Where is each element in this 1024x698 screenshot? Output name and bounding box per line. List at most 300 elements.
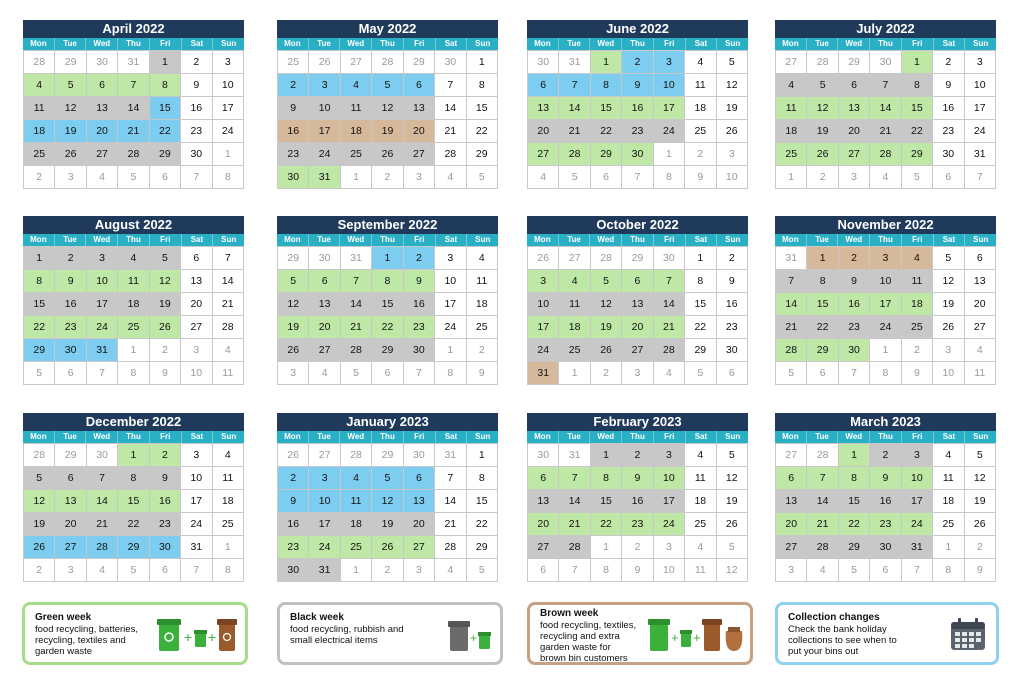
day-cell: 10 xyxy=(309,97,340,120)
day-cell: 7 xyxy=(213,247,244,270)
day-cell: 6 xyxy=(807,362,838,385)
day-cell: 4 xyxy=(902,247,933,270)
day-cell: 3 xyxy=(776,559,807,582)
day-cell: 3 xyxy=(404,166,435,189)
day-cell: 6 xyxy=(309,270,340,293)
day-cell: 6 xyxy=(55,362,86,385)
week-row xyxy=(776,97,996,120)
weekday-label: Tue xyxy=(309,431,341,443)
day-cell: 1 xyxy=(24,247,55,270)
week-row xyxy=(776,362,996,385)
day-cell: 14 xyxy=(435,97,466,120)
day-cell: 1 xyxy=(341,559,372,582)
week-rows xyxy=(277,246,498,385)
day-cell: 1 xyxy=(435,339,466,362)
day-cell: 11 xyxy=(965,362,996,385)
day-cell: 31 xyxy=(435,444,466,467)
day-cell: 6 xyxy=(404,467,435,490)
day-cell: 28 xyxy=(654,339,685,362)
day-cell: 27 xyxy=(309,444,340,467)
weekday-header xyxy=(775,431,996,443)
day-cell: 4 xyxy=(24,74,55,97)
legend-icons xyxy=(157,617,237,658)
day-cell: 11 xyxy=(902,270,933,293)
day-cell: 24 xyxy=(654,513,685,536)
day-cell: 17 xyxy=(528,316,559,339)
weekday-label: Sun xyxy=(973,39,989,48)
day-cell: 7 xyxy=(622,166,653,189)
day-cell: 23 xyxy=(278,536,309,559)
week-row xyxy=(24,293,244,316)
day-cell: 28 xyxy=(372,51,403,74)
weekday-label: Sat xyxy=(686,431,718,443)
day-cell: 6 xyxy=(372,362,403,385)
day-cell: 22 xyxy=(685,316,716,339)
day-cell: 7 xyxy=(839,362,870,385)
weekday-label: Fri xyxy=(902,431,934,443)
day-cell: 1 xyxy=(685,247,716,270)
day-cell: 5 xyxy=(717,444,748,467)
day-cell: 28 xyxy=(24,444,55,467)
day-cell: 16 xyxy=(870,490,901,513)
weekday-label: Wed xyxy=(838,234,870,246)
day-cell: 17 xyxy=(213,97,244,120)
day-cell: 7 xyxy=(559,559,590,582)
day-cell: 7 xyxy=(654,270,685,293)
weekday-label: Tue xyxy=(807,38,839,50)
month-calendar xyxy=(775,216,996,385)
week-row xyxy=(278,559,498,582)
day-cell: 20 xyxy=(622,316,653,339)
day-cell: 14 xyxy=(807,490,838,513)
weekday-label: Mon xyxy=(527,431,559,443)
day-cell: 6 xyxy=(591,166,622,189)
day-cell: 10 xyxy=(654,467,685,490)
day-cell: 18 xyxy=(213,490,244,513)
day-cell: 14 xyxy=(870,97,901,120)
weekday-label: Fri xyxy=(654,431,686,443)
day-cell: 11 xyxy=(467,270,498,293)
day-cell: 7 xyxy=(118,74,149,97)
day-cell: 26 xyxy=(807,143,838,166)
day-cell: 25 xyxy=(341,143,372,166)
day-cell: 4 xyxy=(341,74,372,97)
day-cell: 9 xyxy=(467,362,498,385)
day-cell: 30 xyxy=(654,247,685,270)
day-cell: 2 xyxy=(24,559,55,582)
day-cell: 8 xyxy=(654,166,685,189)
weekday-label: Thu xyxy=(622,431,654,443)
legend-icons xyxy=(648,617,744,658)
day-cell: 13 xyxy=(839,97,870,120)
day-cell: 29 xyxy=(622,247,653,270)
legend-title: Black week xyxy=(290,612,344,623)
day-cell: 13 xyxy=(965,270,996,293)
day-cell: 13 xyxy=(776,490,807,513)
day-cell: 19 xyxy=(965,490,996,513)
day-cell: 6 xyxy=(622,270,653,293)
day-cell: 11 xyxy=(685,74,716,97)
grey-bin-icon xyxy=(448,621,470,651)
day-cell: 28 xyxy=(341,444,372,467)
day-cell: 16 xyxy=(717,293,748,316)
weekday-label: Sun xyxy=(221,39,237,48)
week-row xyxy=(528,293,748,316)
day-cell: 21 xyxy=(435,513,466,536)
brown-bin-icon xyxy=(702,619,722,651)
day-cell: 6 xyxy=(181,247,212,270)
day-cell: 29 xyxy=(591,143,622,166)
day-cell: 28 xyxy=(870,143,901,166)
day-cell: 9 xyxy=(622,74,653,97)
day-cell: 16 xyxy=(181,97,212,120)
day-cell: 19 xyxy=(24,513,55,536)
day-cell: 29 xyxy=(467,143,498,166)
week-row xyxy=(528,120,748,143)
day-cell: 27 xyxy=(341,51,372,74)
day-cell: 31 xyxy=(559,51,590,74)
weekday-label: Thu xyxy=(118,38,150,50)
weekday-label: Sun xyxy=(725,235,741,244)
day-cell: 3 xyxy=(404,559,435,582)
day-cell: 24 xyxy=(87,316,118,339)
day-cell: 3 xyxy=(654,536,685,559)
day-cell: 9 xyxy=(278,97,309,120)
day-cell: 30 xyxy=(933,143,964,166)
day-cell: 27 xyxy=(404,143,435,166)
day-cell: 25 xyxy=(902,316,933,339)
week-row xyxy=(528,74,748,97)
day-cell: 9 xyxy=(870,467,901,490)
day-cell: 13 xyxy=(528,97,559,120)
day-cell: 5 xyxy=(807,74,838,97)
weekday-label: Sun xyxy=(475,432,491,441)
day-cell: 3 xyxy=(278,362,309,385)
day-cell: 26 xyxy=(309,51,340,74)
day-cell: 9 xyxy=(404,270,435,293)
day-cell: 5 xyxy=(591,270,622,293)
day-cell: 12 xyxy=(933,270,964,293)
month-title: November 2022 xyxy=(775,216,996,234)
weekday-label: Tue xyxy=(559,234,591,246)
day-cell: 7 xyxy=(902,559,933,582)
week-row xyxy=(278,536,498,559)
day-cell: 13 xyxy=(55,490,86,513)
day-cell: 20 xyxy=(839,120,870,143)
day-cell: 28 xyxy=(807,444,838,467)
weekday-label: Fri xyxy=(150,431,182,443)
week-row xyxy=(24,467,244,490)
day-cell: 26 xyxy=(528,247,559,270)
day-cell: 11 xyxy=(24,97,55,120)
day-cell: 16 xyxy=(839,293,870,316)
day-cell: 28 xyxy=(87,536,118,559)
day-cell: 2 xyxy=(933,51,964,74)
weekday-label: Fri xyxy=(404,38,436,50)
day-cell: 7 xyxy=(87,362,118,385)
day-cell: 18 xyxy=(24,120,55,143)
week-row xyxy=(776,490,996,513)
day-cell: 28 xyxy=(24,51,55,74)
day-cell: 8 xyxy=(213,166,244,189)
week-row xyxy=(528,536,748,559)
week-rows xyxy=(23,50,244,189)
day-cell: 25 xyxy=(118,316,149,339)
weekday-label: Sun xyxy=(725,39,741,48)
day-cell: 2 xyxy=(278,467,309,490)
day-cell: 11 xyxy=(685,467,716,490)
weekday-label: Wed xyxy=(590,431,622,443)
day-cell: 27 xyxy=(55,536,86,559)
day-cell: 22 xyxy=(902,120,933,143)
day-cell: 20 xyxy=(528,120,559,143)
month-title: February 2023 xyxy=(527,413,748,431)
day-cell: 17 xyxy=(309,513,340,536)
day-cell: 25 xyxy=(776,143,807,166)
day-cell: 21 xyxy=(435,120,466,143)
day-cell: 10 xyxy=(87,270,118,293)
day-cell: 3 xyxy=(654,51,685,74)
day-cell: 3 xyxy=(839,166,870,189)
day-cell: 27 xyxy=(559,247,590,270)
day-cell: 11 xyxy=(933,467,964,490)
week-row xyxy=(776,444,996,467)
day-cell: 27 xyxy=(181,316,212,339)
day-cell: 8 xyxy=(685,270,716,293)
weekday-label: Sat xyxy=(934,431,966,443)
day-cell: 8 xyxy=(591,467,622,490)
day-cell: 21 xyxy=(559,120,590,143)
week-row xyxy=(528,247,748,270)
month-calendar xyxy=(527,216,748,385)
day-cell: 14 xyxy=(654,293,685,316)
day-cell: 12 xyxy=(372,97,403,120)
week-rows xyxy=(527,443,748,582)
day-cell: 30 xyxy=(278,166,309,189)
day-cell: 3 xyxy=(55,166,86,189)
week-row xyxy=(24,143,244,166)
day-cell: 12 xyxy=(24,490,55,513)
week-row xyxy=(278,120,498,143)
day-cell: 14 xyxy=(435,490,466,513)
day-cell: 5 xyxy=(717,536,748,559)
day-cell: 30 xyxy=(87,51,118,74)
day-cell: 26 xyxy=(24,536,55,559)
day-cell: 5 xyxy=(150,247,181,270)
day-cell: 3 xyxy=(435,247,466,270)
day-cell: 6 xyxy=(528,74,559,97)
day-cell: 1 xyxy=(150,51,181,74)
day-cell: 5 xyxy=(24,362,55,385)
legend-icons xyxy=(448,619,492,658)
legend-collection-changes xyxy=(775,602,999,665)
weekday-label: Mon xyxy=(527,234,559,246)
day-cell: 12 xyxy=(278,293,309,316)
day-cell: 2 xyxy=(965,536,996,559)
day-cell: 18 xyxy=(118,293,149,316)
day-cell: 1 xyxy=(870,339,901,362)
month-calendar xyxy=(527,20,748,189)
day-cell: 4 xyxy=(776,74,807,97)
day-cell: 4 xyxy=(87,559,118,582)
day-cell: 27 xyxy=(87,143,118,166)
month-title: December 2022 xyxy=(23,413,244,431)
week-row xyxy=(24,362,244,385)
month-title: July 2022 xyxy=(775,20,996,38)
day-cell: 2 xyxy=(870,444,901,467)
week-rows xyxy=(775,50,996,189)
week-row xyxy=(528,51,748,74)
day-cell: 1 xyxy=(807,247,838,270)
day-cell: 6 xyxy=(717,362,748,385)
day-cell: 23 xyxy=(839,316,870,339)
week-row xyxy=(776,316,996,339)
month-calendar xyxy=(775,413,996,582)
day-cell: 7 xyxy=(559,74,590,97)
day-cell: 2 xyxy=(902,339,933,362)
day-cell: 7 xyxy=(435,467,466,490)
day-cell: 28 xyxy=(776,339,807,362)
day-cell: 18 xyxy=(685,490,716,513)
week-row xyxy=(278,74,498,97)
day-cell: 28 xyxy=(807,536,838,559)
day-cell: 1 xyxy=(118,339,149,362)
week-rows xyxy=(277,443,498,582)
day-cell: 27 xyxy=(776,444,807,467)
weekday-label: Sun xyxy=(221,235,237,244)
day-cell: 15 xyxy=(150,97,181,120)
weekday-header xyxy=(527,234,748,246)
day-cell: 21 xyxy=(87,513,118,536)
day-cell: 15 xyxy=(467,490,498,513)
day-cell: 9 xyxy=(717,270,748,293)
day-cell: 7 xyxy=(181,166,212,189)
day-cell: 18 xyxy=(341,513,372,536)
day-cell: 21 xyxy=(654,316,685,339)
week-row xyxy=(776,293,996,316)
weekday-label: Sat xyxy=(436,234,468,246)
day-cell: 8 xyxy=(213,559,244,582)
day-cell: 3 xyxy=(55,559,86,582)
day-cell: 29 xyxy=(685,339,716,362)
day-cell: 31 xyxy=(776,247,807,270)
day-cell: 24 xyxy=(309,536,340,559)
day-cell: 8 xyxy=(435,362,466,385)
day-cell: 1 xyxy=(467,51,498,74)
day-cell: 20 xyxy=(87,120,118,143)
day-cell: 17 xyxy=(435,293,466,316)
day-cell: 29 xyxy=(404,51,435,74)
day-cell: 2 xyxy=(591,362,622,385)
day-cell: 31 xyxy=(559,444,590,467)
day-cell: 17 xyxy=(902,490,933,513)
day-cell: 9 xyxy=(278,490,309,513)
day-cell: 16 xyxy=(404,293,435,316)
weekday-label: Wed xyxy=(838,38,870,50)
day-cell: 15 xyxy=(807,293,838,316)
day-cell: 29 xyxy=(467,536,498,559)
week-row xyxy=(278,97,498,120)
day-cell: 24 xyxy=(902,513,933,536)
legend-description: Check the bank holiday collections to see when to put your bins out xyxy=(788,624,897,657)
day-cell: 16 xyxy=(622,490,653,513)
weekday-label: Tue xyxy=(807,234,839,246)
day-cell: 4 xyxy=(213,444,244,467)
day-cell: 8 xyxy=(24,270,55,293)
week-row xyxy=(528,339,748,362)
day-cell: 7 xyxy=(404,362,435,385)
week-row xyxy=(528,490,748,513)
day-cell: 2 xyxy=(622,536,653,559)
calendar-icon xyxy=(950,617,986,651)
day-cell: 19 xyxy=(933,293,964,316)
week-row xyxy=(528,444,748,467)
day-cell: 26 xyxy=(278,339,309,362)
month-calendar xyxy=(527,413,748,582)
day-cell: 29 xyxy=(807,339,838,362)
day-cell: 5 xyxy=(24,467,55,490)
day-cell: 30 xyxy=(870,536,901,559)
day-cell: 16 xyxy=(622,97,653,120)
day-cell: 3 xyxy=(965,51,996,74)
day-cell: 12 xyxy=(717,467,748,490)
day-cell: 4 xyxy=(528,166,559,189)
day-cell: 29 xyxy=(278,247,309,270)
day-cell: 4 xyxy=(118,247,149,270)
weekday-label: Mon xyxy=(23,38,55,50)
day-cell: 6 xyxy=(404,74,435,97)
day-cell: 5 xyxy=(965,444,996,467)
day-cell: 3 xyxy=(309,74,340,97)
day-cell: 4 xyxy=(559,270,590,293)
day-cell: 4 xyxy=(654,362,685,385)
day-cell: 26 xyxy=(965,513,996,536)
day-cell: 12 xyxy=(807,97,838,120)
weekday-label: Tue xyxy=(309,234,341,246)
day-cell: 10 xyxy=(654,559,685,582)
day-cell: 5 xyxy=(118,559,149,582)
day-cell: 4 xyxy=(933,444,964,467)
day-cell: 28 xyxy=(591,247,622,270)
day-cell: 8 xyxy=(807,270,838,293)
day-cell: 9 xyxy=(150,362,181,385)
day-cell: 30 xyxy=(55,339,86,362)
day-cell: 22 xyxy=(372,316,403,339)
day-cell: 3 xyxy=(309,467,340,490)
weekday-label: Wed xyxy=(86,38,118,50)
day-cell: 10 xyxy=(181,467,212,490)
day-cell: 8 xyxy=(839,467,870,490)
day-cell: 24 xyxy=(528,339,559,362)
day-cell: 14 xyxy=(559,490,590,513)
weekday-label: Tue xyxy=(807,431,839,443)
day-cell: 30 xyxy=(309,247,340,270)
weekday-label: Wed xyxy=(838,431,870,443)
day-cell: 5 xyxy=(839,559,870,582)
day-cell: 1 xyxy=(213,143,244,166)
day-cell: 31 xyxy=(118,51,149,74)
day-cell: 18 xyxy=(467,293,498,316)
weekday-label: Mon xyxy=(277,38,309,50)
day-cell: 9 xyxy=(622,467,653,490)
day-cell: 1 xyxy=(591,444,622,467)
day-cell: 4 xyxy=(87,166,118,189)
weekday-header xyxy=(23,234,244,246)
day-cell: 13 xyxy=(404,490,435,513)
day-cell: 29 xyxy=(24,339,55,362)
month-calendar xyxy=(277,216,498,385)
week-row xyxy=(776,120,996,143)
